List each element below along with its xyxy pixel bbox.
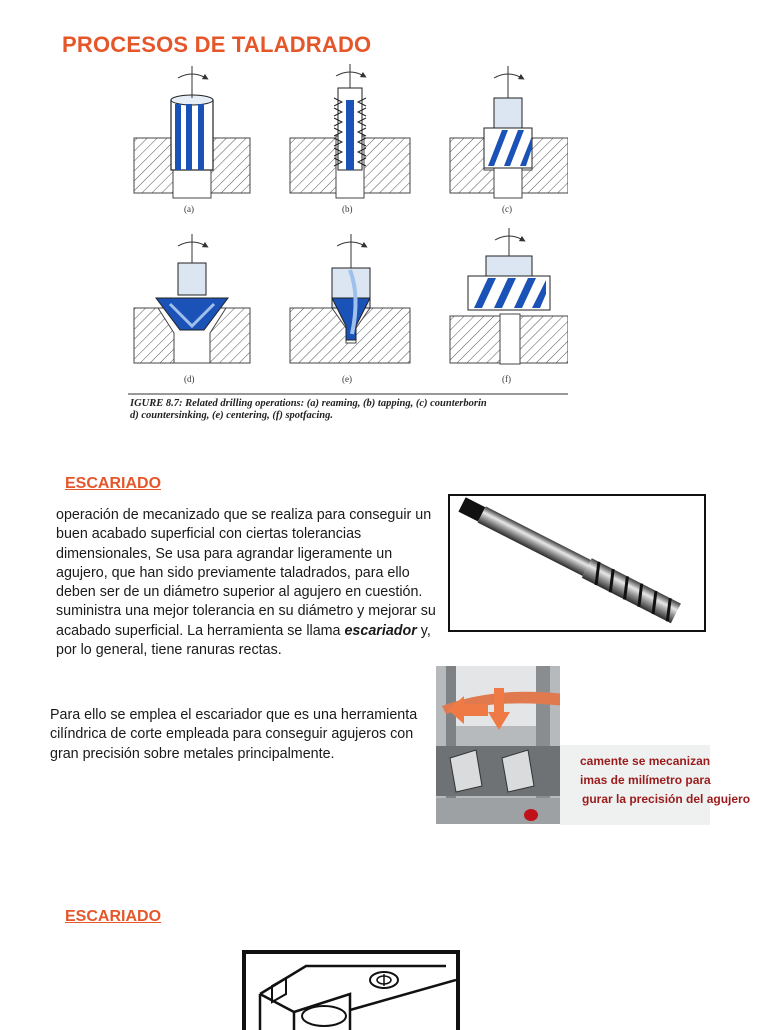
figure-caption-line-1: IGURE 8.7: Related drilling operations: (a) reaming, (b) tapping, (c) counterborin: [130, 398, 487, 409]
callout-line-1: camente se mecanizan: [580, 754, 711, 768]
figure-caption-line-2: d) countersinking, (e) centering, (f) spotfacing.: [130, 410, 333, 421]
figure-label-c: (c): [502, 204, 512, 214]
drilling-operations-diagram: [128, 58, 568, 423]
counterboring-illustration: [450, 66, 568, 198]
figure-label-e: (e): [342, 374, 352, 384]
description-text-start: operación de mecanizado que se realiza para conseguir un buen acabado superficial con ciertas tolerancias dimensionales, Se usa para agrandar ligeramente un agujero, que han sido previamente taladrados, para ello deben ser de un diámetro superior al agujero en cuestión. suministra una mejor tolerancia en su diámetro y mejorar su acabado superficial. La herramienta se llama: [56, 507, 436, 639]
callout-line-3: gurar la precisión del agujero: [582, 792, 751, 806]
figure-label-d: (d): [184, 374, 195, 384]
section-heading-escariado-2: ESCARIADO: [65, 908, 162, 925]
section-heading-escariado: ESCARIADO: [65, 475, 162, 492]
description-text-end: y, por lo general, tiene ranuras rectas.: [56, 622, 431, 659]
countersinking-illustration: [134, 234, 250, 363]
drilling-operations-figure: [128, 58, 568, 423]
figure-label-a: (a): [184, 204, 194, 214]
reaming-process-image: [436, 666, 560, 824]
callout-line-2: imas de milímetro para: [580, 773, 711, 787]
escariador-explanation: Para ello se emplea el escariador que es una herramienta cilíndrica de corte empleada para conseguir agujeros con gran precisión sobre metales principalmente.: [50, 707, 418, 762]
figure-label-f: (f): [502, 374, 511, 384]
centering-illustration: [290, 234, 410, 363]
spotfacing-illustration: [450, 228, 568, 364]
escariador-term: escariador: [344, 622, 417, 639]
tapping-illustration: [290, 64, 410, 198]
page-title: PROCESOS DE TALADRADO: [62, 32, 372, 57]
reaming-drawing: [242, 950, 460, 1030]
reamer-tool-image: [448, 494, 706, 632]
callout-marker-dot: [524, 809, 538, 821]
reaming-illustration: [134, 66, 250, 198]
escariado-description: [56, 506, 442, 660]
figure-label-b: (b): [342, 204, 353, 214]
